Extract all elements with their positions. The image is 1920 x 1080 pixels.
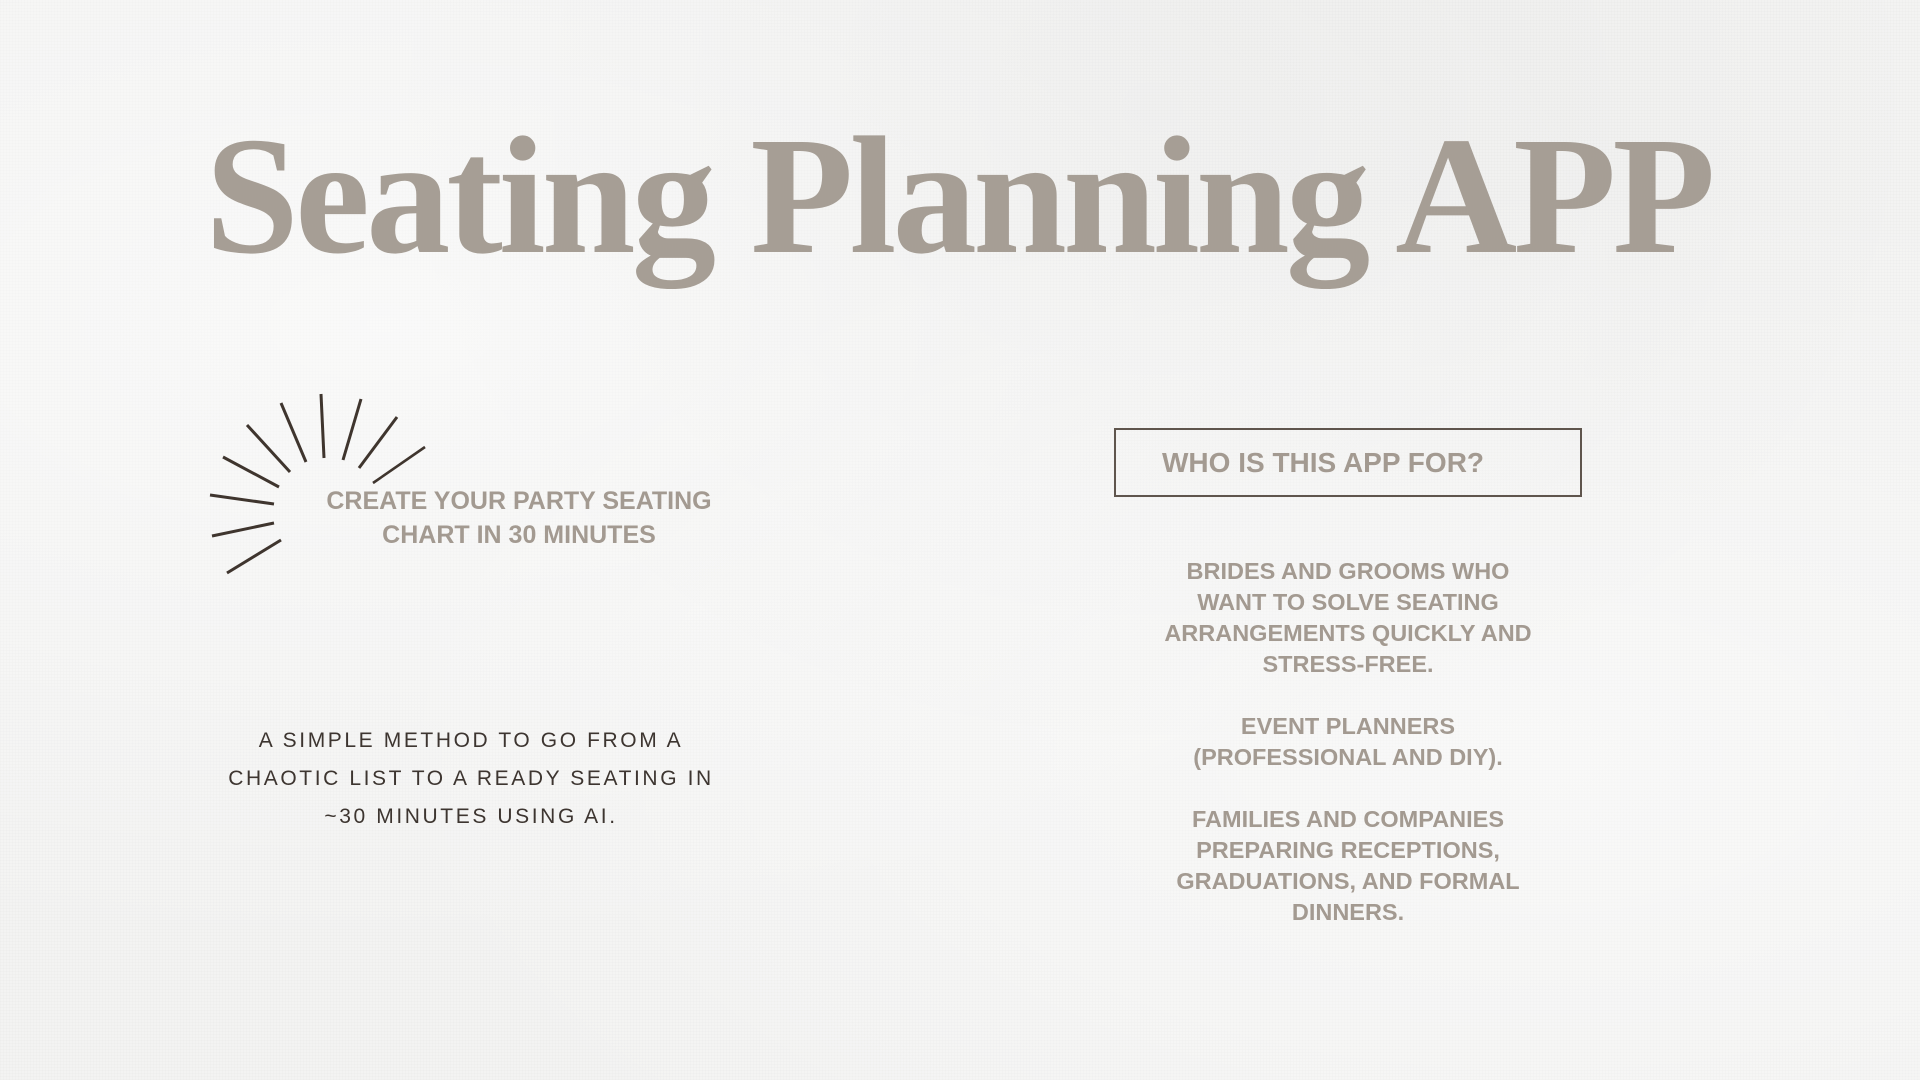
audience-item-planners [1118, 711, 1578, 773]
page-title: Seating Planning APP [205, 103, 1712, 289]
audience-line: BRIDES AND GROOMS WHO [1186, 558, 1510, 584]
audience-heading-box [1114, 428, 1582, 497]
audience-line: PREPARING RECEPTIONS, [1196, 837, 1500, 863]
tagline-line: CREATE YOUR PARTY SEATING [326, 487, 712, 515]
audience-line: FAMILIES AND COMPANIES [1191, 806, 1505, 832]
description [200, 722, 742, 836]
description-line: CHAOTIC LIST TO A READY SEATING IN [228, 767, 714, 790]
burst-ray [210, 495, 274, 504]
audience-line: ARRANGEMENTS QUICKLY AND [1164, 620, 1532, 646]
burst-ray [223, 457, 279, 487]
burst-ray [373, 447, 425, 483]
burst-ray [247, 425, 290, 472]
audience-item-couples [1118, 556, 1578, 680]
description-line: A SIMPLE METHOD TO GO FROM A [258, 729, 684, 752]
description-line: ~30 MINUTES USING AI. [324, 805, 618, 828]
title-container [205, 96, 1712, 296]
audience-line: DINNERS. [1291, 899, 1405, 925]
audience-line: EVENT PLANNERS [1240, 713, 1456, 739]
tagline [289, 484, 749, 552]
audience-line: GRADUATIONS, AND FORMAL [1176, 868, 1520, 894]
burst-ray [212, 523, 274, 536]
audience-line: (PROFESSIONAL AND DIY). [1193, 744, 1503, 770]
burst-ray [281, 403, 306, 462]
burst-ray [227, 540, 281, 573]
tagline-line: CHART IN 30 MINUTES [382, 521, 656, 549]
audience-line: STRESS-FREE. [1262, 651, 1434, 677]
audience-line: WANT TO SOLVE SEATING [1197, 589, 1499, 615]
audience-item-families [1118, 804, 1578, 928]
burst-ray [359, 417, 397, 468]
audience-heading: WHO IS THIS APP FOR? [1162, 447, 1485, 478]
audience-list [1118, 556, 1578, 928]
burst-ray [343, 399, 361, 460]
burst-ray [321, 394, 324, 458]
